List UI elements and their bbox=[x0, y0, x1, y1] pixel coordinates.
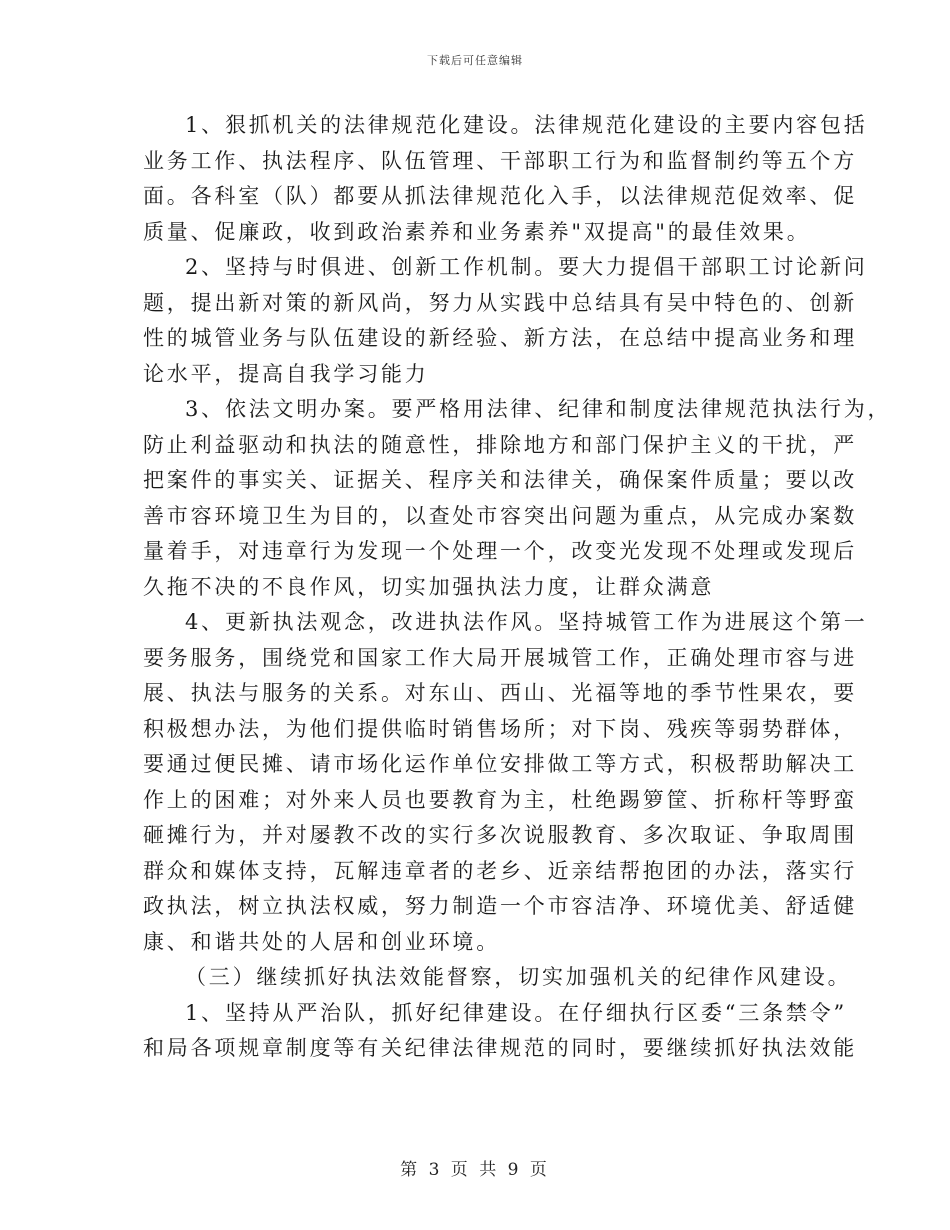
paragraph-4 bbox=[143, 605, 868, 960]
text-line: 1、狠抓机关的法律规范化建设。法律规范化建设的主要内容包括 bbox=[185, 113, 868, 137]
text-line: 和局各项规章制度等有关纪律法律规范的同时，要继续抓好执法效能 bbox=[143, 1036, 857, 1060]
paragraph-5 bbox=[143, 996, 857, 1067]
text-line: 砸摊行为，并对屡教不改的实行多次说服教育、多次取证、争取周围 bbox=[143, 823, 857, 847]
text-line: 性的城管业务与队伍建设的新经验、新方法，在总结中提高业务和理 bbox=[143, 326, 857, 350]
page-header: 下载后可任意编辑 bbox=[427, 54, 523, 67]
paragraph-1 bbox=[143, 108, 868, 250]
text-line: 积极想办法，为他们提供临时销售场所；对下岗、残疾等弱势群体， bbox=[143, 716, 857, 741]
section-heading bbox=[143, 960, 852, 996]
paragraph-3 bbox=[143, 392, 892, 605]
paragraph-2 bbox=[143, 250, 868, 392]
page-footer: 第 3 页 共 9 页 bbox=[400, 1160, 550, 1180]
text-line: 质量、促廉政，收到政治素养和业务素养"双提高"的最佳效果。 bbox=[143, 219, 811, 244]
text-line: 要通过便民摊、请市场化运作单位安排做工等方式，积极帮助解决工 bbox=[143, 752, 857, 776]
document-body bbox=[143, 108, 892, 1067]
text-line: 防止利益驱动和执法的随意性，排除地方和部门保护主义的干扰，严 bbox=[143, 432, 857, 457]
text-line: 政执法，树立执法权威，努力制造一个市容洁净、环境优美、舒适健 bbox=[143, 894, 857, 918]
text-line: 展、执法与服务的关系。对东山、西山、光福等地的季节性果农，要 bbox=[143, 681, 857, 705]
text-line: （三）继续抓好执法效能督察，切实加强机关的纪律作风建设。 bbox=[185, 965, 852, 989]
text-line: 作上的困难；对外来人员也要教育为主，杜绝踢箩筐、折称杆等野蛮 bbox=[143, 787, 857, 812]
text-line: 群众和媒体支持，瓦解违章者的老乡、近亲结帮抱团的办法，落实行 bbox=[143, 858, 857, 883]
text-line: 4、更新执法观念，改进执法作风。坚持城管工作为进展这个第一 bbox=[185, 610, 868, 634]
text-line: 1、坚持从严治队，抓好纪律建设。在仔细执行区委“三条禁令” bbox=[185, 1000, 848, 1025]
text-line: 要务服务，围绕党和国家工作大局开展城管工作，正确处理市容与进 bbox=[143, 645, 857, 670]
text-line: 业务工作、执法程序、队伍管理、干部职工行为和监督制约等五个方 bbox=[143, 148, 857, 173]
text-line: 善市容环境卫生为目的，以查处市容突出问题为重点，从完成办案数 bbox=[143, 503, 857, 528]
text-line: 量着手，对违章行为发现一个处理一个，改变光发现不处理或发现后 bbox=[143, 539, 857, 563]
text-line: 把案件的事实关、证据关、程序关和法律关，确保案件质量；要以改 bbox=[143, 468, 857, 492]
text-line: 康、和谐共处的人居和创业环境。 bbox=[143, 929, 500, 954]
text-line: 久拖不决的不良作风，切实加强执法力度，让群众满意 bbox=[143, 574, 715, 599]
text-line: 3、依法文明办案。要严格用法律、纪律和制度法律规范执法行为， bbox=[185, 397, 892, 421]
text-line: 2、坚持与时俱进、创新工作机制。要大力提倡干部职工讨论新问 bbox=[185, 255, 868, 279]
text-line: 面。各科室（队）都要从抓法律规范化入手，以法律规范促效率、促 bbox=[143, 184, 857, 208]
text-line: 论水平，提高自我学习能力 bbox=[143, 361, 429, 386]
text-line: 题，提出新对策的新风尚，努力从实践中总结具有吴中特色的、创新 bbox=[143, 290, 857, 315]
